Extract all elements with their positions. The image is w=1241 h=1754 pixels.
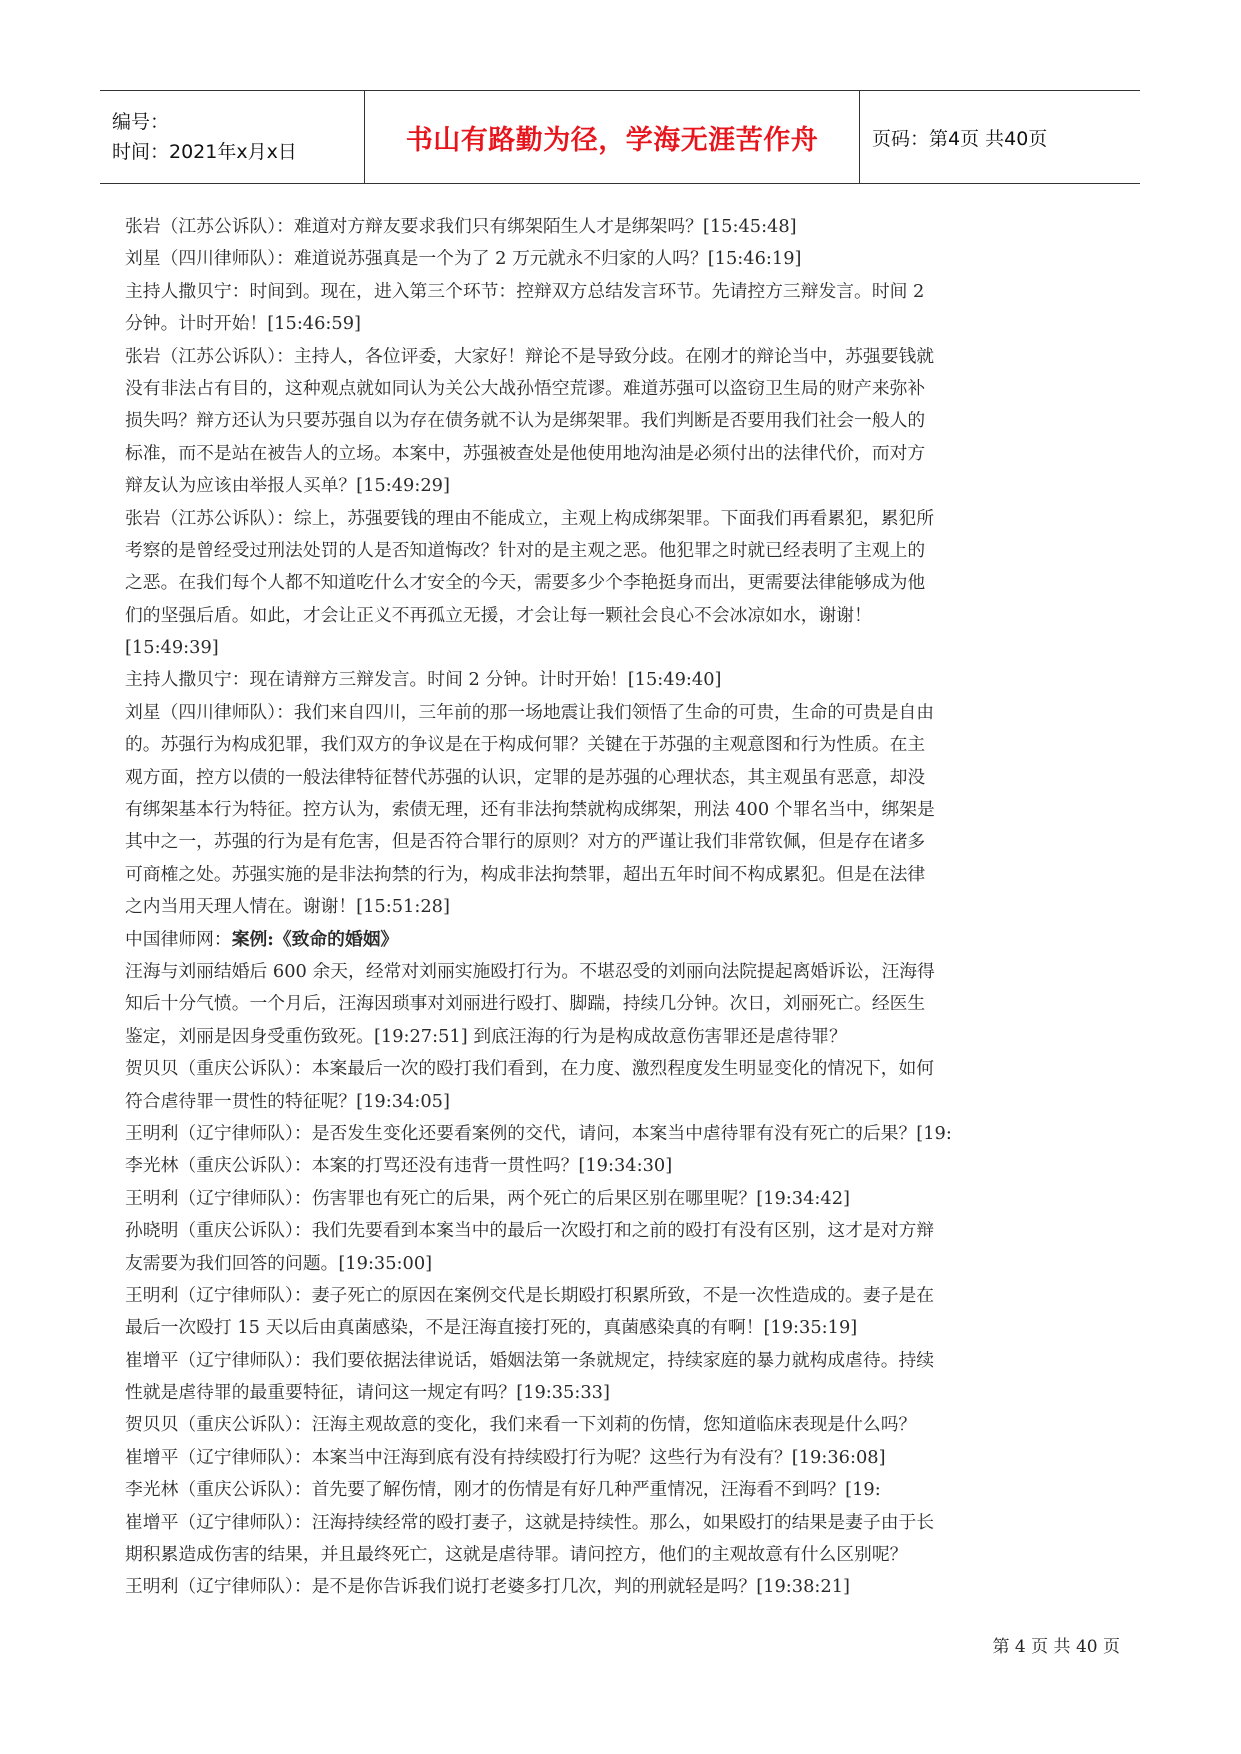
case-heading-title: 案例:《致命的婚姻》 — [231, 928, 399, 950]
text-line: 辩友认为应该由举报人买单？[15:49:29] — [125, 475, 450, 497]
time-label: 时间：2021年x月x日 — [112, 141, 297, 163]
text-line: 期积累造成伤害的结果，并且最终死亡，这就是虐待罪。请问控方，他们的主观故意有什么区别呢？ — [125, 1544, 908, 1566]
text-line: 标准，而不是站在被告人的立场。本案中，苏强被查处是他使用地沟油是必须付出的法律代价，而对方 — [125, 442, 926, 464]
text-line: 崔增平（辽宁律师队）：我们要依据法律说话，婚姻法第一条就规定，持续家庭的暴力就构成虐待。持续 — [125, 1349, 935, 1371]
page-footer: 第 4 页 共 40 页 — [992, 1637, 1120, 1657]
text-line: 孙晓明（重庆公诉队）：我们先要看到本案当中的最后一次殴打和之前的殴打有没有区别，这才是对方辩 — [125, 1220, 935, 1242]
text-line: 的。苏强行为构成犯罪，我们双方的争议是在于构成何罪？关键在于苏强的主观意图和行为性质。在主 — [125, 734, 926, 756]
text-line: 主持人撒贝宁：时间到。现在，进入第三个环节：控辩双方总结发言环节。先请控方三辩发言。时间 2 — [125, 280, 925, 302]
case-heading — [125, 924, 1123, 956]
text-line: 考察的是曾经受过刑法处罚的人是否知道悔改？针对的是主观之恶。他犯罪之时就已经表明了主观上的 — [125, 539, 926, 561]
text-line: 主持人撒贝宁：现在请辩方三辩发言。时间 2 分钟。计时开始！[15:49:40] — [125, 669, 722, 691]
header-page-cell — [860, 91, 1140, 183]
text-line: 崔增平（辽宁律师队）：本案当中汪海到底有没有持续殴打行为呢？这些行为有没有？[19:36:08] — [125, 1446, 886, 1468]
text-line: 性就是虐待罪的最重要特征，请问这一规定有吗？[19:35:33] — [125, 1382, 610, 1404]
page-label: 页码：第4页 共40页 — [872, 127, 1048, 150]
text-line: 贺贝贝（重庆公诉队）：本案最后一次的殴打我们看到，在力度、激烈程度发生明显变化的情况下，如何 — [125, 1058, 935, 1080]
text-line: 符合虐待罪一贯性的特征呢？[19:34:05] — [125, 1090, 450, 1112]
text-line: 王明利（辽宁律师队）：是否发生变化还要看案例的交代，请问，本案当中虐待罪有没有死亡的后果？[19: — [125, 1122, 952, 1144]
transcript-part-2 — [125, 956, 1123, 1604]
case-heading-prefix: 中国律师网： — [125, 928, 232, 950]
header-motto-cell — [365, 91, 860, 183]
text-line: 分钟。计时开始！[15:46:59] — [125, 313, 361, 335]
number-label: 编号： — [112, 111, 170, 133]
motto: 书山有路勤为径，学海无涯苦作舟 — [405, 124, 819, 156]
page-header — [100, 90, 1140, 184]
transcript-part-1 — [125, 211, 1123, 924]
text-line: 刘星（四川律师队）：我们来自四川，三年前的那一场地震让我们领悟了生命的可贵，生命的可贵是自由 — [125, 701, 935, 723]
text-line: 观方面，控方以债的一般法律特征替代苏强的认识，定罪的是苏强的心理状态，其主观虽有恶意，却没 — [125, 766, 926, 788]
text-line: 知后十分气愤。一个月后，汪海因琐事对刘丽进行殴打、脚踹，持续几分钟。次日，刘丽死亡。经医生 — [125, 993, 926, 1015]
text-line: 贺贝贝（重庆公诉队）：汪海主观故意的变化，我们来看一下刘莉的伤情，您知道临床表现是什么吗？ — [125, 1414, 917, 1436]
text-line: 李光林（重庆公诉队）：首先要了解伤情，刚才的伤情是有好几种严重情况，汪海看不到吗？[19: — [125, 1479, 881, 1501]
text-line: 崔增平（辽宁律师队）：汪海持续经常的殴打妻子，这就是持续性。那么，如果殴打的结果是妻子由于长 — [125, 1511, 935, 1533]
text-line: 们的坚强后盾。如此，才会让正义不再孤立无援，才会让每一颗社会良心不会冰凉如水，谢谢！ — [125, 604, 872, 626]
text-line: 张岩（江苏公诉队）：综上，苏强要钱的理由不能成立，主观上构成绑架罪。下面我们再看累犯，累犯所 — [125, 507, 935, 529]
text-line: 张岩（江苏公诉队）：主持人，各位评委，大家好！辩论不是导致分歧。在刚才的辩论当中，苏强要钱就 — [125, 345, 935, 367]
text-line: 之内当用天理人情在。谢谢！[15:51:28] — [125, 896, 450, 918]
text-line: 张岩（江苏公诉队）：难道对方辩友要求我们只有绑架陌生人才是绑架吗？[15:45:48] — [125, 216, 797, 237]
text-line: [15:49:39] — [125, 637, 219, 659]
text-line: 汪海与刘丽结婚后 600 余天，经常对刘丽实施殴打行为。不堪忍受的刘丽向法院提起离婚诉讼，汪海得 — [125, 960, 935, 982]
document-body — [125, 211, 1123, 1604]
text-line: 王明利（辽宁律师队）：伤害罪也有死亡的后果，两个死亡的后果区别在哪里呢？[19:34:42] — [125, 1187, 850, 1209]
text-line: 鉴定，刘丽是因身受重伤致死。[19:27:51] 到底汪海的行为是构成故意伤害罪还是虐待罪？ — [125, 1025, 847, 1047]
text-line: 王明利（辽宁律师队）：是不是你告诉我们说打老婆多打几次，判的刑就轻是吗？[19:38:21] — [125, 1576, 850, 1598]
text-line: 之恶。在我们每个人都不知道吃什么才安全的今天，需要多少个李艳挺身而出，更需要法律能够成为他 — [125, 572, 926, 594]
text-line: 刘星（四川律师队）：难道说苏强真是一个为了 2 万元就永不归家的人吗？[15:46:19] — [125, 248, 802, 270]
text-line: 友需要为我们回答的问题。[19:35:00] — [125, 1252, 433, 1274]
text-line: 最后一次殴打 15 天以后由真菌感染，不是汪海直接打死的，真菌感染真的有啊！[19:35:19] — [125, 1317, 858, 1339]
text-line: 有绑架基本行为特征。控方认为，索债无理，还有非法拘禁就构成绑架，刑法 400 个罪名当中，绑架是 — [125, 799, 935, 821]
text-line: 损失吗？辩方还认为只要苏强自以为存在债务就不认为是绑架罪。我们判断是否要用我们社会一般人的 — [125, 410, 926, 432]
text-line: 王明利（辽宁律师队）：妻子死亡的原因在案例交代是长期殴打积累所致，不是一次性造成的。妻子是在 — [125, 1284, 935, 1306]
text-line: 其中之一，苏强的行为是有危害，但是否符合罪行的原则？对方的严谨让我们非常钦佩，但是存在诸多 — [125, 831, 926, 853]
header-meta — [100, 91, 365, 183]
text-line: 没有非法占有目的，这种观点就如同认为关公大战孙悟空荒谬。难道苏强可以盗窃卫生局的财产来弥补 — [125, 377, 926, 399]
text-line: 李光林（重庆公诉队）：本案的打骂还没有违背一贯性吗？[19:34:30] — [125, 1155, 673, 1177]
text-line: 可商榷之处。苏强实施的是非法拘禁的行为，构成非法拘禁罪，超出五年时间不构成累犯。但是在法律 — [125, 863, 926, 885]
